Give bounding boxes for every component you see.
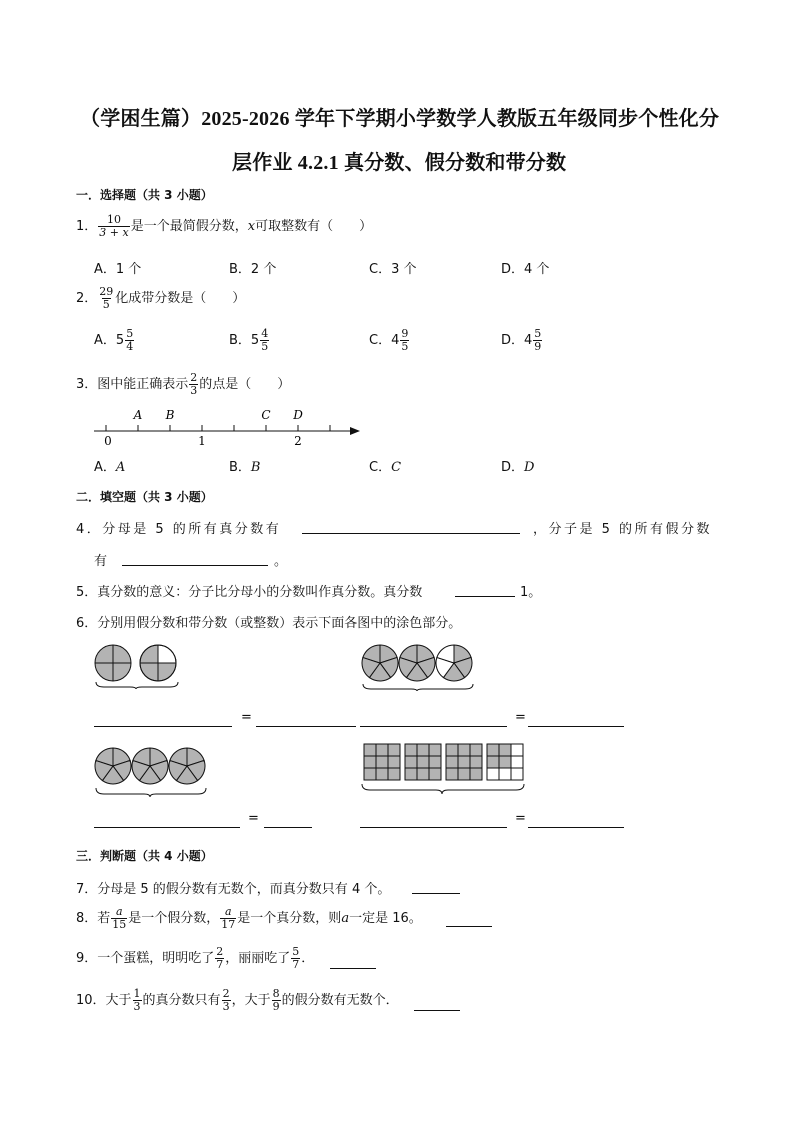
q2-option-a[interactable] [94, 328, 135, 353]
option-label: D． [501, 460, 525, 475]
whole-part: 4 [391, 333, 400, 348]
q2-option-b[interactable] [229, 328, 270, 353]
variable: x [247, 219, 256, 234]
fraction [291, 946, 300, 971]
q2-option-c[interactable] [369, 328, 410, 353]
grid-cell [417, 744, 429, 756]
point-label-a: A [133, 408, 143, 422]
option-value: D [524, 460, 535, 475]
point-label-c: C [261, 408, 271, 422]
question-text: 8．若 [76, 911, 111, 926]
option-value: C [391, 460, 402, 475]
numerator: 1 [133, 987, 141, 1000]
q1-option-b[interactable]: B．2 个 [229, 262, 277, 277]
numerator: 5 [292, 945, 300, 958]
numerator: 2 [222, 987, 230, 1000]
whole-part: 5 [115, 333, 125, 348]
grid-cell [487, 744, 499, 756]
tick-label-2: 2 [294, 434, 302, 448]
question-number: 1． [76, 219, 98, 234]
numerator: 4 [261, 327, 269, 340]
question-5: 5．真分数的意义：分子比分母小的分数叫作真分数。真分数 [76, 585, 423, 600]
equals-sign: = [515, 710, 526, 725]
q4-answer-blank-1[interactable] [302, 521, 520, 534]
answer-line-fig4-mixed[interactable] [528, 827, 624, 828]
fraction [98, 286, 114, 311]
denominator: 5 [261, 340, 269, 353]
grid-cell [470, 756, 482, 768]
option-value: A [115, 460, 126, 475]
answer-line-fig3-mixed[interactable] [264, 827, 312, 828]
page-title-line1: （学困生篇）2025-2026 学年下学期小学数学人教版五年级同步个性化分 [80, 108, 720, 130]
denominator: 3 [190, 384, 198, 397]
grid-cell [499, 768, 511, 780]
grid-cell [405, 756, 417, 768]
denominator: 7 [216, 958, 224, 971]
numerator: 29 [99, 285, 114, 298]
denominator: 3 [222, 1000, 230, 1013]
grid-cell [429, 768, 441, 780]
grid-cell [376, 768, 388, 780]
variable: a [341, 911, 350, 926]
denominator: 17 [221, 918, 236, 931]
fraction [215, 946, 224, 971]
denominator: 5 [102, 298, 110, 311]
question-text: 的假分数有无数个． [281, 993, 399, 1008]
figure-fifth-circles-a [357, 640, 481, 692]
option-label: D． [501, 333, 525, 348]
denominator: 3 + x [99, 226, 129, 239]
grid-cell [487, 768, 499, 780]
q3-option-b[interactable] [229, 456, 260, 475]
answer-line-fig4-improper[interactable] [360, 827, 507, 828]
option-label: B． [229, 333, 251, 348]
grid-cell [499, 756, 511, 768]
question-4-line1-cont: ，分子是 5 的所有假分数 [533, 522, 713, 537]
question-text: 是一个假分数， [128, 911, 220, 926]
question-4-line2-end: 。 [274, 554, 288, 569]
grid-cell [458, 744, 470, 756]
grid-cell [405, 744, 417, 756]
option-label: A． [94, 333, 116, 348]
q9-answer-blank[interactable] [330, 956, 376, 969]
grid-cell [364, 768, 376, 780]
answer-line-fig1-improper[interactable] [94, 726, 232, 727]
denominator: 9 [534, 340, 542, 353]
question-text: 是一个真分数，则 [237, 911, 342, 926]
point-label-b: B [165, 408, 175, 422]
grid-cell [417, 756, 429, 768]
grid-cell [388, 768, 400, 780]
answer-line-fig3-improper[interactable] [94, 827, 240, 828]
numerator: 9 [401, 327, 409, 340]
equals-sign: = [248, 811, 259, 826]
fraction [533, 328, 542, 353]
q1-option-c[interactable]: C．3 个 [369, 262, 417, 277]
fraction [111, 906, 127, 931]
question-4-line1: 4．分母是 5 的所有真分数有 [76, 522, 282, 537]
tick-label-0: 0 [104, 434, 112, 448]
grid-cell [388, 744, 400, 756]
q3-option-c[interactable] [369, 456, 401, 475]
question-text: ，丽丽吃了 [225, 951, 291, 966]
question-10 [76, 988, 399, 1013]
grid-cell [470, 744, 482, 756]
numerator: 5 [534, 327, 542, 340]
question-4-line2: 有 [94, 554, 108, 569]
fraction [400, 328, 409, 353]
grid-cell [446, 756, 458, 768]
question-number: 2． [76, 291, 98, 306]
question-5-end: 1。 [520, 585, 542, 600]
question-7: 7．分母是 5 的假分数有无数个，而真分数只有 4 个。 [76, 882, 391, 897]
option-value: B [250, 460, 261, 475]
fraction [220, 906, 236, 931]
option-label: C． [369, 460, 392, 475]
grid-cell [458, 768, 470, 780]
question-2 [76, 286, 245, 311]
q7-answer-blank[interactable] [412, 881, 460, 894]
q3-option-a[interactable] [94, 456, 125, 475]
q8-answer-blank[interactable] [446, 914, 492, 927]
question-text: 可取整数有（ ） [255, 219, 373, 234]
question-text: 一定是 16。 [349, 911, 422, 926]
answer-line-fig1-mixed[interactable] [256, 726, 356, 727]
whole-part: 4 [524, 333, 533, 348]
denominator: 7 [292, 958, 300, 971]
numerator: a [116, 905, 123, 918]
numerator: 2 [190, 371, 198, 384]
grid-cell [429, 744, 441, 756]
numerator: a [225, 905, 232, 918]
grid-cell [364, 756, 376, 768]
denominator: 3 [133, 1000, 141, 1013]
option-label: C． [369, 333, 392, 348]
grid-cell [499, 744, 511, 756]
denominator: 5 [401, 340, 409, 353]
grid-cell [511, 768, 523, 780]
question-text: 的真分数只有 [142, 993, 221, 1008]
grid-cell [417, 768, 429, 780]
grid-cell [376, 756, 388, 768]
question-text: ． [301, 951, 315, 966]
number-line [88, 402, 368, 452]
q1-option-a[interactable]: A．1 个 [94, 262, 142, 277]
fraction [222, 988, 231, 1013]
question-6: 6．分别用假分数和带分数（或整数）表示下面各图中的涂色部分。 [76, 616, 462, 631]
figure-grids [360, 740, 530, 800]
answer-line-fig2-mixed[interactable] [528, 726, 624, 727]
equals-sign: = [241, 710, 252, 725]
grid-cell [511, 744, 523, 756]
point-label-d: D [293, 408, 303, 422]
q5-answer-blank[interactable] [455, 584, 515, 597]
q4-answer-blank-2[interactable] [122, 553, 268, 566]
question-text: 是一个最简假分数， [130, 219, 248, 234]
question-3 [76, 372, 290, 397]
numerator: 2 [216, 945, 224, 958]
grid-cell [511, 756, 523, 768]
question-8 [76, 906, 422, 931]
option-label: B． [229, 460, 251, 475]
option-label: A． [94, 460, 116, 475]
grid-cell [429, 756, 441, 768]
section-heading-fill: 二．填空题（共 3 小题） [76, 490, 213, 504]
grid-cell [446, 744, 458, 756]
grid-cell [364, 744, 376, 756]
tick-label-1: 1 [198, 434, 206, 448]
numerator: 5 [126, 327, 134, 340]
page-title-line2: 层作业 4.2.1 真分数、假分数和带分数 [232, 152, 567, 174]
numerator: 8 [272, 987, 280, 1000]
grid-cell [405, 768, 417, 780]
grid-cell [446, 768, 458, 780]
grid-cell [470, 768, 482, 780]
denominator: 9 [272, 1000, 280, 1013]
grid-cell [487, 756, 499, 768]
fraction [125, 328, 134, 353]
question-text: 9．一个蛋糕，明明吃了 [76, 951, 215, 966]
q3-option-d[interactable] [501, 456, 534, 475]
section-heading-choice: 一．选择题（共 3 小题） [76, 188, 213, 202]
figure-quarter-circles [90, 640, 190, 690]
grid-cell [376, 744, 388, 756]
question-1 [76, 214, 372, 239]
section-heading-judge: 三．判断题（共 4 小题） [76, 849, 213, 863]
fraction [260, 328, 269, 353]
fraction [189, 372, 198, 397]
whole-part: 5 [250, 333, 260, 348]
fraction [98, 214, 129, 239]
numerator: 10 [106, 213, 121, 226]
grid-cell [458, 756, 470, 768]
grid-cell [388, 756, 400, 768]
q10-answer-blank[interactable] [414, 998, 460, 1011]
question-text: 10．大于 [76, 993, 132, 1008]
question-9 [76, 946, 314, 971]
equals-sign: = [515, 811, 526, 826]
q2-option-d[interactable] [501, 328, 543, 353]
fraction [133, 988, 142, 1013]
figure-fifth-circles-b [90, 742, 214, 798]
q1-option-d[interactable]: D．4 个 [501, 262, 550, 277]
question-text: 化成带分数是（ ） [115, 291, 246, 306]
denominator: 4 [126, 340, 134, 353]
question-text: 图中能正确表示 [97, 377, 189, 392]
question-text: 的点是（ ） [199, 377, 291, 392]
denominator: 15 [112, 918, 127, 931]
fraction [272, 988, 281, 1013]
answer-line-fig2-improper[interactable] [360, 726, 507, 727]
question-number: 3． [76, 377, 98, 392]
question-text: ，大于 [231, 993, 271, 1008]
